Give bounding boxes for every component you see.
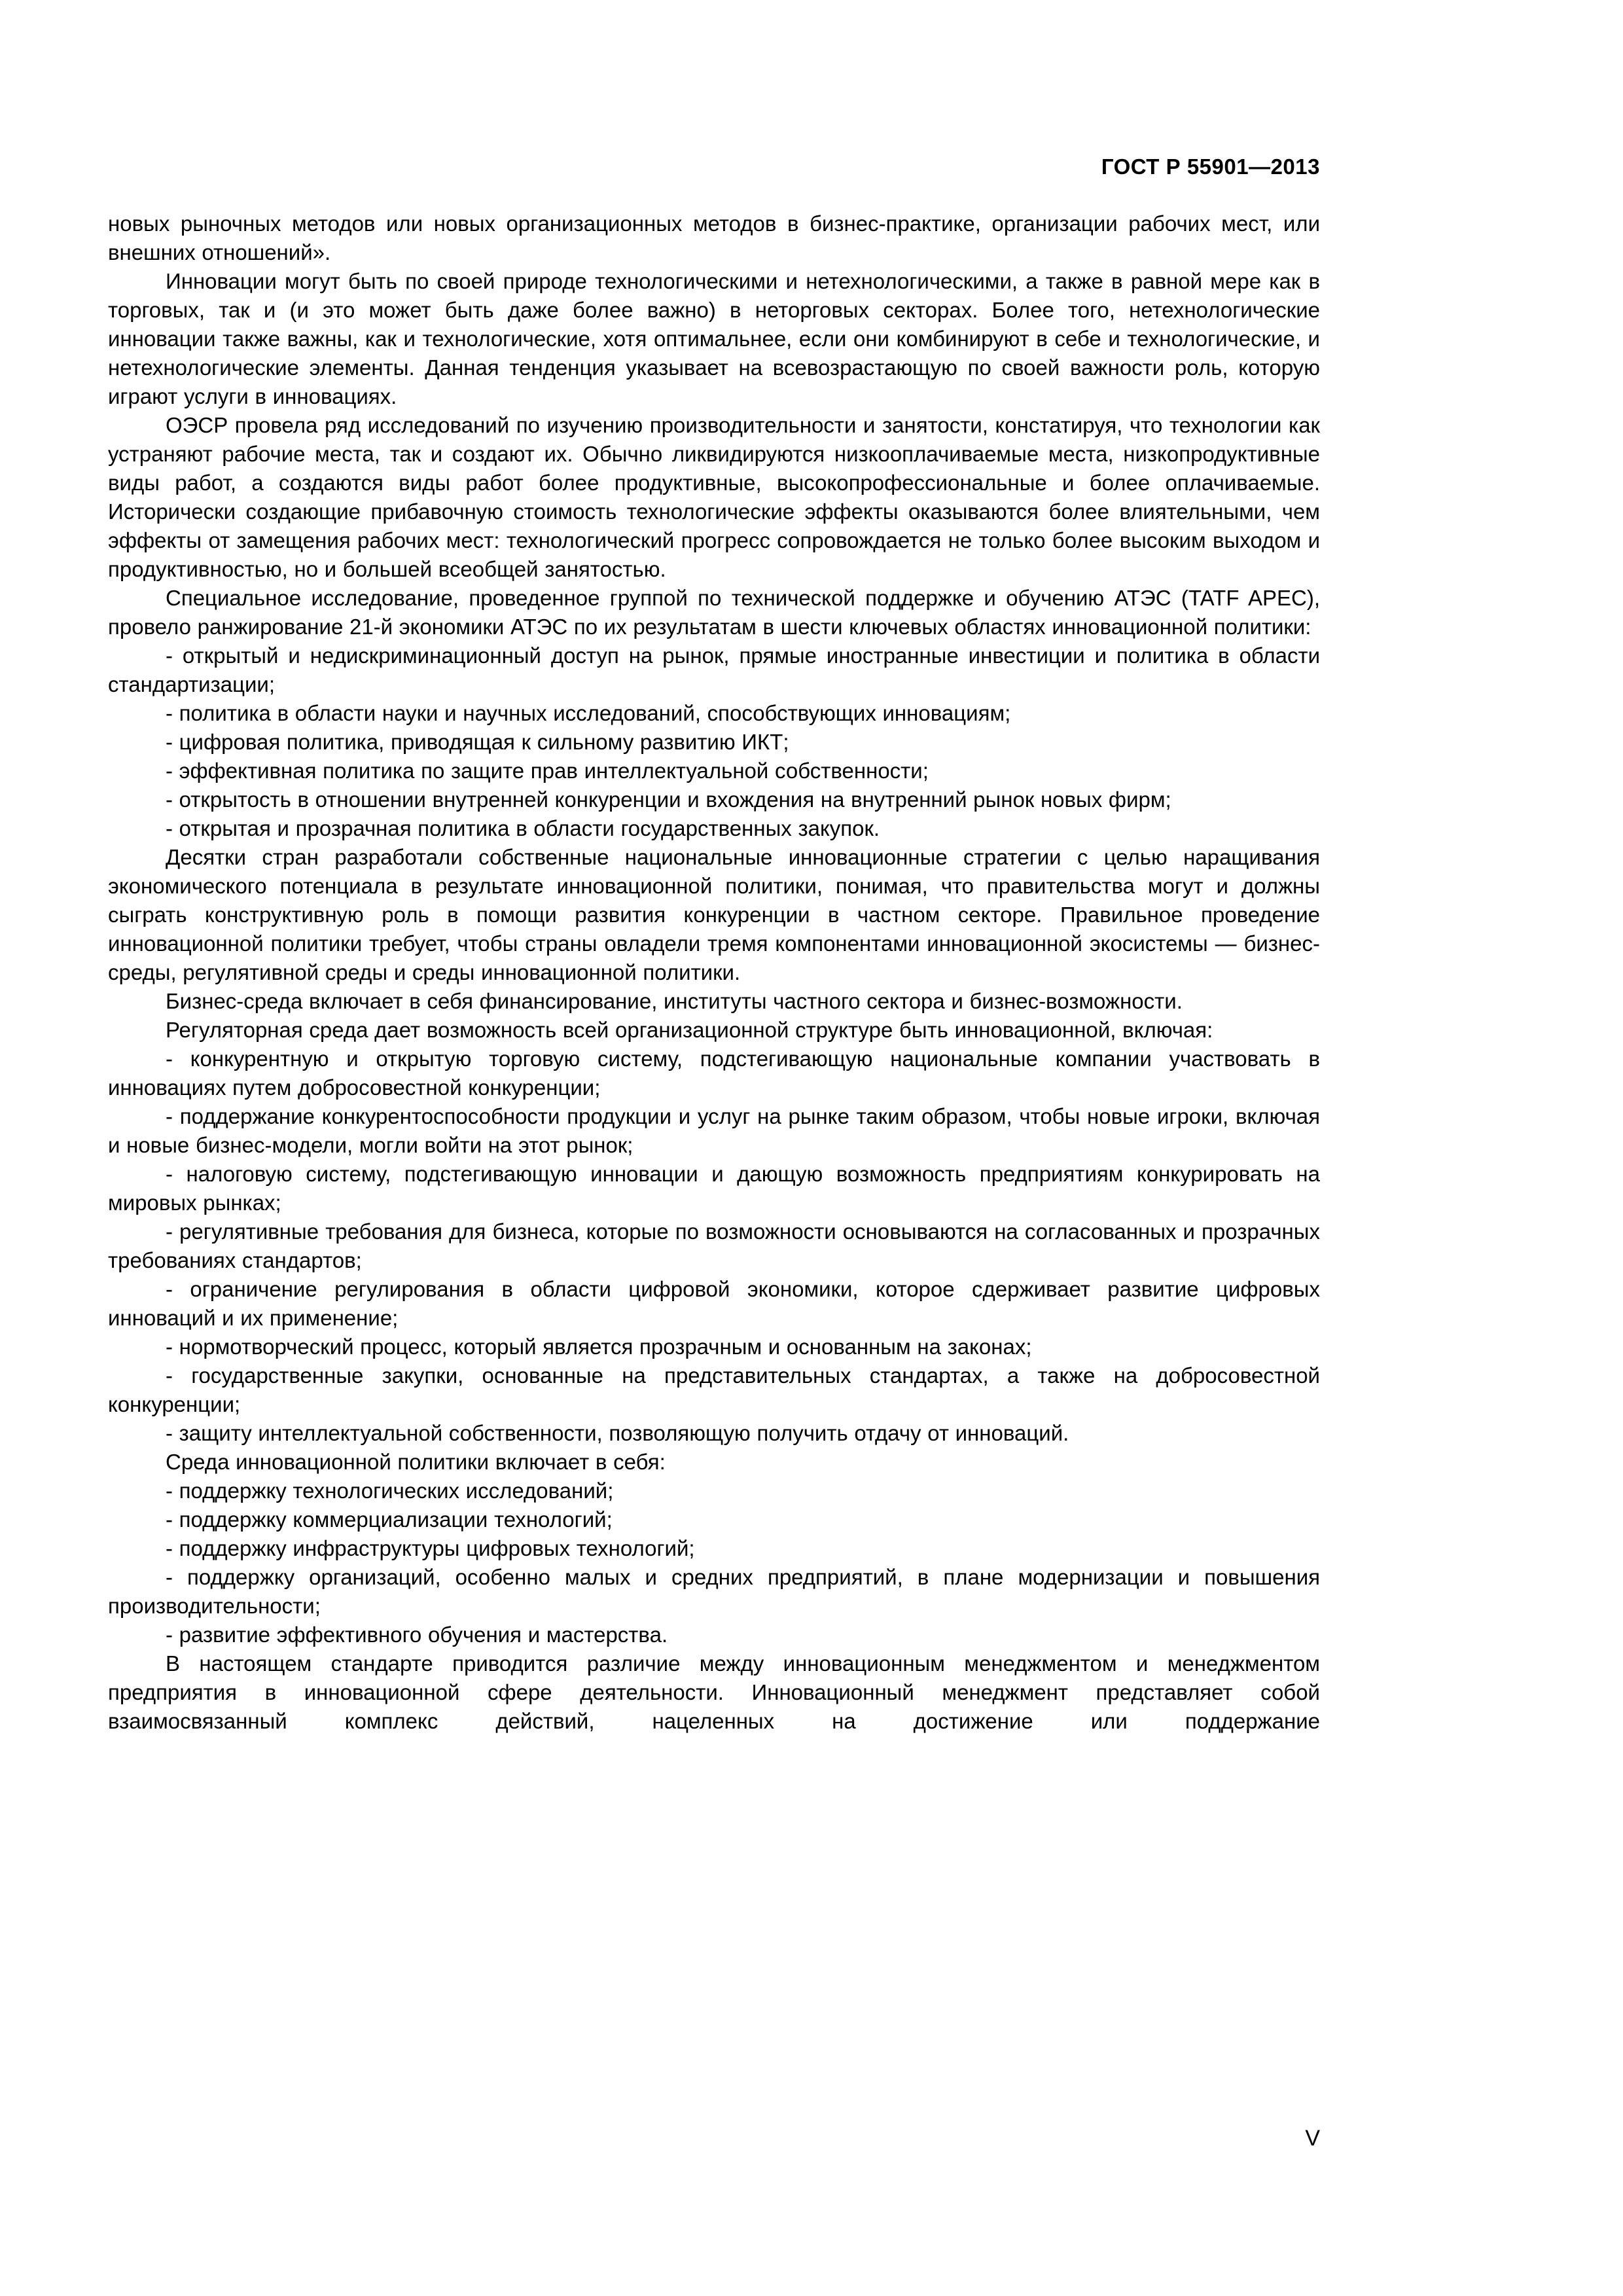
list-item: - нормотворческий процесс, который является прозрачным и основанным на законах;: [166, 1335, 1032, 1359]
list-item: - ограничение регулирования в области цифровой экономики, которое сдерживает развитие цифровых инноваций и их применение;: [108, 1277, 1320, 1330]
list-item: - открытость в отношении внутренней конкуренции и вхождения на внутренний рынок новых фирм;: [166, 787, 1171, 812]
paragraph: В настоящем стандарте приводится различие между инновационным менеджментом и менеджментом предприятия в инновационной сфере деятельности. Инновационный менеджмент представляет собой взаимосвязанный комплекс действий, нацеленных на достижение или поддержание: [108, 1651, 1320, 1733]
list-item: - эффективная политика по защите прав интеллектуальной собственности;: [166, 759, 929, 783]
page-header: [108, 154, 1320, 179]
page-number: V: [1305, 2126, 1320, 2151]
list-item: - поддержку инфраструктуры цифровых технологий;: [166, 1536, 695, 1560]
list-item: - поддержку технологических исследований;: [166, 1479, 614, 1503]
paragraph: Десятки стран разработали собственные национальные инновационные стратегии с целью наращивания экономического потенциала в результате инновационной политики, понимая, что правительства могут и должны сыграть конструктивную роль в помощи развития конкуренции в частном секторе. Правильное проведение инновационной политики требует, чтобы страны овладели тремя компонентами инновационной экосистемы — бизнес-среды, регулятивной среды и среды инновационной политики.: [108, 845, 1320, 984]
paragraph: Инновации могут быть по своей природе технологическими и нетехнологическими, а также в равной мере как в торговых, так и (и это может быть даже более важно) в неторговых секторах. Более того, нетехнологические инновации также важны, как и технологические, хотя оптимальнее, если они комбинируют в себе и технологические, и нетехнологические элементы. Данная тенденция указывает на всевозрастающую по своей важности роль, которую играют услуги в инновациях.: [108, 269, 1320, 408]
list-item: - открытый и недискриминационный доступ на рынок, прямые иностранные инвестиции и политика в области стандартизации;: [108, 643, 1320, 696]
paragraph: Регуляторная среда дает возможность всей организационной структуре быть инновационной, включая:: [166, 1018, 1213, 1042]
list-item: - поддержку организаций, особенно малых и средних предприятий, в плане модернизации и повышения производительности;: [108, 1565, 1320, 1618]
list-item: - поддержание конкурентоспособности продукции и услуг на рынке таким образом, чтобы новые игроки, включая и новые бизнес-модели, могли войти на этот рынок;: [108, 1104, 1320, 1157]
list-item: - защиту интеллектуальной собственности, позволяющую получить отдачу от инноваций.: [166, 1421, 1069, 1445]
paragraph: новых рыночных методов или новых организационных методов в бизнес-практике, организации рабочих мест, или внешних отношений».: [108, 211, 1320, 264]
page-footer: [108, 2126, 1320, 2151]
paragraph: ОЭСР провела ряд исследований по изучению производительности и занятости, констатируя, что технологии как устраняют рабочие места, так и создают их. Обычно ликвидируются низкооплачиваемые места, низкопродуктивные виды работ, а создаются виды работ более продуктивные, высокопрофессиональные и более оплачиваемые. Исторически создающие прибавочную стоимость технологические эффекты оказываются более влиятельными, чем эффекты от замещения рабочих мест: технологический прогресс сопровождается не только более высоким выходом и продуктивностью, но и большей всеобщей занятостью.: [108, 413, 1320, 581]
list-item: - конкурентную и открытую торговую систему, подстегивающую национальные компании участвовать в инновациях путем добросовестной конкуренции;: [108, 1047, 1320, 1100]
list-item: - развитие эффективного обучения и мастерства.: [166, 1623, 668, 1647]
list-item: - поддержку коммерциализации технологий;: [166, 1507, 613, 1532]
paragraph: Бизнес-среда включает в себя финансирование, институты частного сектора и бизнес-возможности.: [166, 989, 1183, 1013]
document-number: ГОСТ Р 55901—2013: [1101, 154, 1320, 179]
list-item: - налоговую систему, подстегивающую инновации и дающую возможность предприятиям конкурировать на мировых рынках;: [108, 1162, 1320, 1215]
list-item: - регулятивные требования для бизнеса, которые по возможности основываются на согласованных и прозрачных требованиях стандартов;: [108, 1219, 1320, 1272]
list-item: - открытая и прозрачная политика в области государственных закупок.: [166, 816, 880, 840]
paragraph: Среда инновационной политики включает в себя:: [166, 1450, 666, 1474]
list-item: - цифровая политика, приводящая к сильному развитию ИКТ;: [166, 730, 789, 754]
paragraph: Специальное исследование, проведенное группой по технической поддержке и обучению АТЭС (TATF APEC), провело ранжирование 21-й экономики АТЭС по их результатам в шести ключевых областях инновационной политики:: [108, 586, 1320, 639]
list-item: - политика в области науки и научных исследований, способствующих инновациям;: [166, 701, 1011, 725]
page-body: [108, 209, 1320, 1736]
list-item: - государственные закупки, основанные на представительных стандартах, а также на добросовестной конкуренции;: [108, 1363, 1320, 1416]
